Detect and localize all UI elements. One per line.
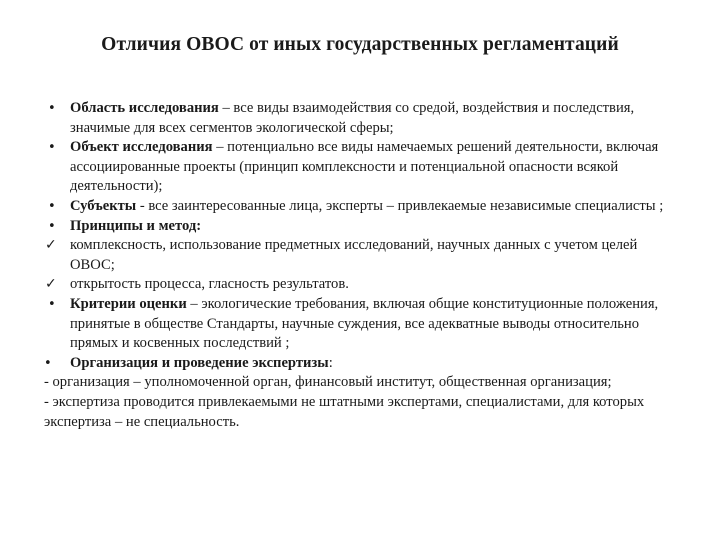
item-text: открытость процесса, гласность результатов. xyxy=(70,276,349,293)
bullet-icon: • xyxy=(48,101,56,116)
checkmark-icon: ✓ xyxy=(45,276,57,293)
bullet-icon: • xyxy=(44,355,52,371)
checkmark-icon: ✓ xyxy=(45,237,57,254)
list-item-check xyxy=(44,275,684,295)
item-term: Принципы и метод: xyxy=(70,217,202,234)
dash-paragraph xyxy=(44,393,684,432)
bullet-icon: • xyxy=(48,198,56,214)
item-text: – экологические требования, включая общие конституционные положения, принятые в обществе Стандарты, научные суждения, все адекватные выводы относительно прямых и косвенных последствий ; xyxy=(70,295,659,352)
dash-paragraph xyxy=(44,373,684,393)
item-text: комплексность, использование предметных исследований, научных данных с учетом целей ОВОС; xyxy=(70,237,638,273)
item-term: Критерии оценки xyxy=(70,295,187,312)
bullet-icon: • xyxy=(48,296,56,312)
list-item xyxy=(44,354,684,374)
list-item xyxy=(44,99,684,138)
list-item xyxy=(44,295,684,354)
item-text: – потенциально все виды намечаемых решений деятельности, включая ассоциированные проекты (принцип комплексности и потенциальной опасности всякой деятельности); xyxy=(70,139,659,195)
slide-title: Отличия ОВОС от иных государственных регламентаций xyxy=(101,34,619,55)
bullet-icon: • xyxy=(48,218,56,234)
list-item xyxy=(44,138,684,197)
item-text: : xyxy=(328,354,333,371)
item-term: Область исследования xyxy=(70,100,219,116)
item-term: Организация и проведение экспертизы xyxy=(70,354,329,371)
item-term: Субъекты xyxy=(70,197,137,214)
list-item xyxy=(44,217,684,237)
item-text: – все виды взаимодействия со средой, воздействия и последствия, значимые для всех сегментов экологической сферы; xyxy=(70,100,635,136)
content-list xyxy=(44,99,684,432)
item-text: - организация – уполномоченной орган, финансовый институт, общественная организация; xyxy=(44,374,612,391)
bullet-icon: • xyxy=(48,140,56,156)
item-term: Объект исследования xyxy=(70,139,213,156)
list-item-check xyxy=(44,236,684,275)
list-item xyxy=(44,197,684,217)
item-text: - экспертиза проводится привлекаемыми не штатными экспертами, специалистами, для которых экспертиза – не специальность. xyxy=(44,393,645,430)
item-text: - все заинтересованные лица, эксперты – привлекаемые независимые специалисты ; xyxy=(136,197,664,214)
